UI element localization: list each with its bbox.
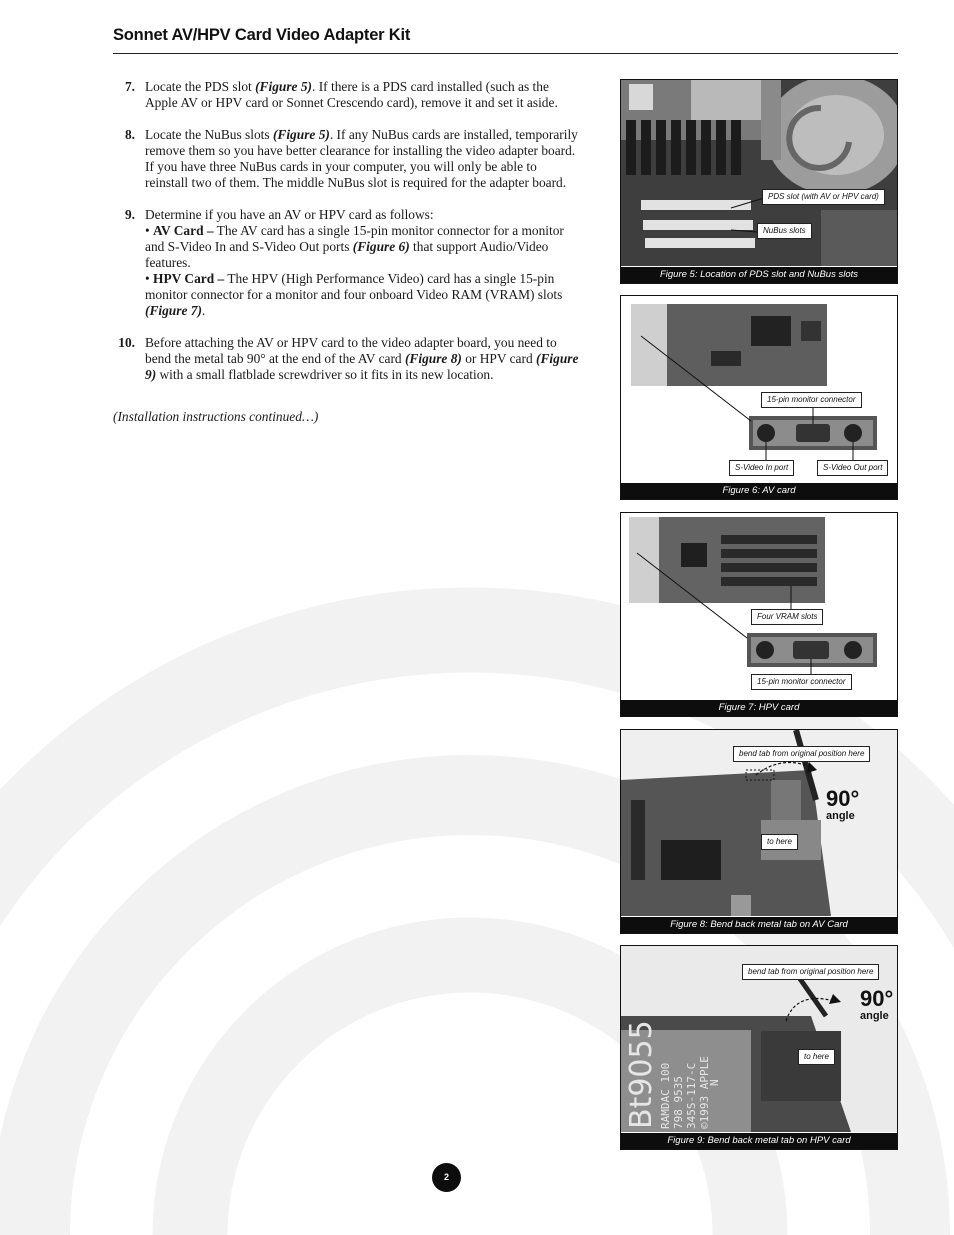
step-number: 8. (124, 127, 135, 142)
callout-svideo-in: S-Video In port (729, 460, 794, 476)
callout-monitor-connector: 15-pin monitor connector (751, 674, 852, 690)
figure-reference: (Figure 9) (145, 351, 579, 382)
figure-reference: (Figure 8) (404, 351, 462, 366)
header-divider (113, 53, 898, 54)
figure-caption: Figure 7: HPV card (621, 700, 897, 716)
figure-8 (620, 729, 898, 934)
figure-reference: (Figure 7) (145, 303, 202, 318)
figure-caption: Figure 8: Bend back metal tab on AV Card (621, 917, 897, 933)
instructions-text (113, 79, 583, 438)
continued-note: (Installation instructions continued…) (113, 409, 319, 424)
figure-reference: (Figure 5) (272, 127, 330, 142)
step-number: 10. (118, 335, 135, 350)
angle-label: 90° angle (860, 986, 894, 1022)
figure-5 (620, 79, 898, 284)
callout-nubus-slots: NuBus slots (757, 223, 812, 239)
figure-9 (620, 945, 898, 1150)
callout-vram-slots: Four VRAM slots (751, 609, 823, 625)
hpv-card-description: • HPV Card – The HPV (High Performance Video) card has a single 15-pin monitor connector for a monitor and four onboard Video RAM (VRAM) slots (Figure 7). (145, 271, 563, 318)
figure-reference: (Figure 6) (352, 239, 410, 254)
step-8: 8. Locate the NuBus slots (Figure 5). If any NuBus cards are installed, temporarily remove them so you have better clearance for installing the video adapter board. If you have three NuBus cards in your computer, you will only be able to reinstall two of them. The middle NuBus slot is required for the adapter board. (113, 127, 583, 191)
chip-line-1: RAMDAC 100 (659, 1062, 672, 1129)
figure-7 (620, 512, 898, 717)
chip-line-2: 798 9535 (672, 1076, 685, 1129)
callout-bend-to: to here (798, 1049, 835, 1065)
figure-caption: Figure 5: Location of PDS slot and NuBus slots (621, 267, 897, 283)
callout-pds-slot: PDS slot (with AV or HPV card) (762, 189, 885, 205)
chip-label: Bt9055 (624, 1020, 659, 1129)
step-10: 10. Before attaching the AV or HPV card to the video adapter board, you need to bend the metal tab 90° at the end of the AV card (Figure 8) or HPV card (Figure 9) with a small flatblade screwdriver so it fits in its new location. (113, 335, 583, 383)
hpv-card-photo (621, 513, 897, 699)
figure-6 (620, 295, 898, 500)
step-9: 9. Determine if you have an AV or HPV card as follows: • AV Card – The AV card has a single 15-pin monitor connector for a monitor and S-Video In and S-Video Out ports (Figure 6) that support Audio/Video features. • HPV Card – The HPV (High Performance Video) card has a single 15-pin monitor connector for a monitor and four onboard Video RAM (VRAM) slots (Figure 7). (113, 207, 583, 319)
av-card-description: • AV Card – The AV card has a single 15-pin monitor connector for a monitor and S-Video In and S-Video Out ports (Figure 6) that support Audio/Video features. (145, 223, 564, 270)
callout-bend-from: bend tab from original position here (733, 746, 870, 762)
step-number: 7. (124, 79, 135, 94)
figure-caption: Figure 6: AV card (621, 483, 897, 499)
page-title: Sonnet AV/HPV Card Video Adapter Kit (113, 26, 411, 44)
chip-line-3: 345S-117-C (685, 1062, 698, 1129)
callout-svideo-out: S-Video Out port (817, 460, 888, 476)
callout-bend-to: to here (761, 834, 798, 850)
page-number: 2 (432, 1163, 461, 1192)
angle-label: 90° angle (826, 786, 860, 822)
step-7: 7. Locate the PDS slot (Figure 5). If there is a PDS card installed (such as the Apple AV or HPV card or Sonnet Crescendo card), remove it and set it aside. (113, 79, 583, 111)
chip-mark: N (708, 1079, 721, 1086)
callout-monitor-connector: 15-pin monitor connector (761, 392, 862, 408)
figure-reference: (Figure 5) (255, 79, 313, 94)
av-card-photo (621, 296, 897, 482)
chip-line-4: ©1993 APPLE (698, 1056, 711, 1129)
figure-caption: Figure 9: Bend back metal tab on HPV card (621, 1133, 897, 1149)
step-number: 9. (124, 207, 135, 222)
callout-bend-from: bend tab from original position here (742, 964, 879, 980)
